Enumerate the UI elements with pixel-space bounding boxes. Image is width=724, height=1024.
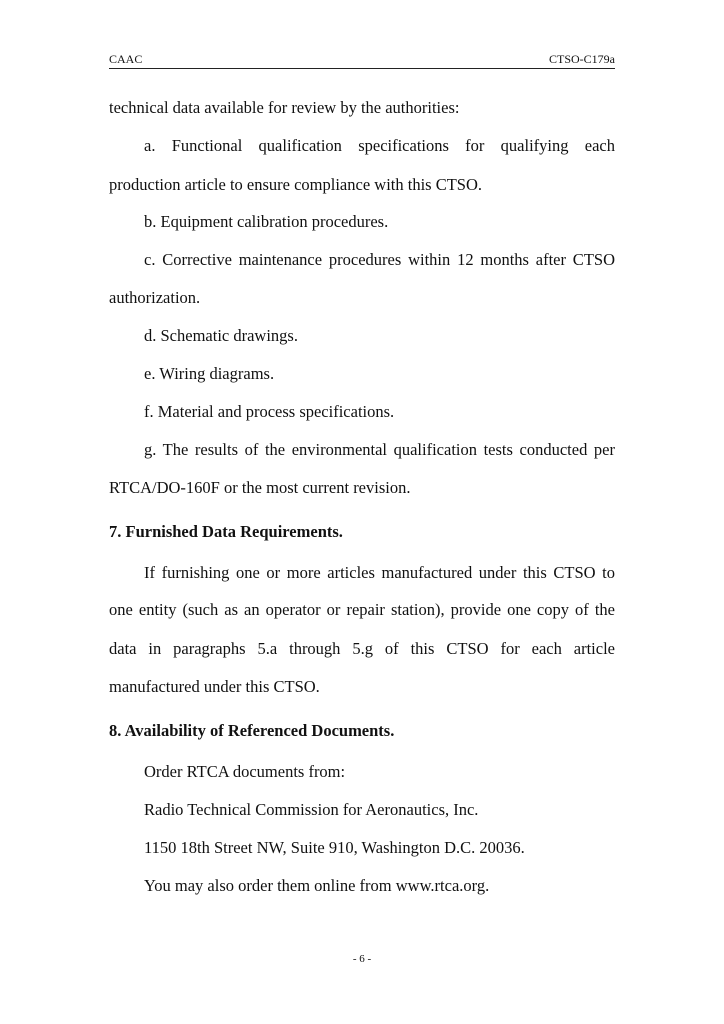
paragraph-line: one entity (such as an operator or repair station), provide one copy of the bbox=[109, 600, 615, 619]
list-item-d: d. Schematic drawings. bbox=[144, 326, 298, 345]
organization-name: Radio Technical Commission for Aeronautics, Inc. bbox=[144, 800, 479, 819]
address-line: 1150 18th Street NW, Suite 910, Washington D.C. 20036. bbox=[144, 838, 525, 857]
body-line: production article to ensure compliance with this CTSO. bbox=[109, 175, 482, 194]
list-item-b: b. Equipment calibration procedures. bbox=[144, 212, 389, 231]
list-item-g: g. The results of the environmental qualification tests conducted per bbox=[144, 440, 615, 459]
section-heading-7: 7. Furnished Data Requirements. bbox=[109, 522, 343, 541]
page-number: - 6 - bbox=[352, 953, 372, 965]
list-item-f: f. Material and process specifications. bbox=[144, 402, 395, 421]
page-header bbox=[109, 52, 615, 69]
section-heading-8: 8. Availability of Referenced Documents. bbox=[109, 721, 395, 740]
body-line: authorization. bbox=[109, 288, 201, 307]
body-line: technical data available for review by the authorities: bbox=[109, 98, 460, 117]
paragraph-line: data in paragraphs 5.a through 5.g of this CTSO for each article bbox=[109, 639, 615, 658]
header-document-id: CTSO-C179a bbox=[549, 52, 615, 66]
paragraph-line: manufactured under this CTSO. bbox=[109, 677, 320, 696]
paragraph-line: If furnishing one or more articles manufactured under this CTSO to bbox=[144, 563, 615, 582]
website-line: You may also order them online from www.rtca.org. bbox=[144, 876, 490, 895]
list-item-a: a. Functional qualification specifications for qualifying each bbox=[144, 136, 615, 155]
list-item-e: e. Wiring diagrams. bbox=[144, 364, 275, 383]
body-line: RTCA/DO-160F or the most current revision. bbox=[109, 478, 411, 497]
header-organization: CAAC bbox=[109, 52, 143, 66]
paragraph-line: Order RTCA documents from: bbox=[144, 762, 346, 781]
list-item-c: c. Corrective maintenance procedures within 12 months after CTSO bbox=[144, 250, 615, 269]
